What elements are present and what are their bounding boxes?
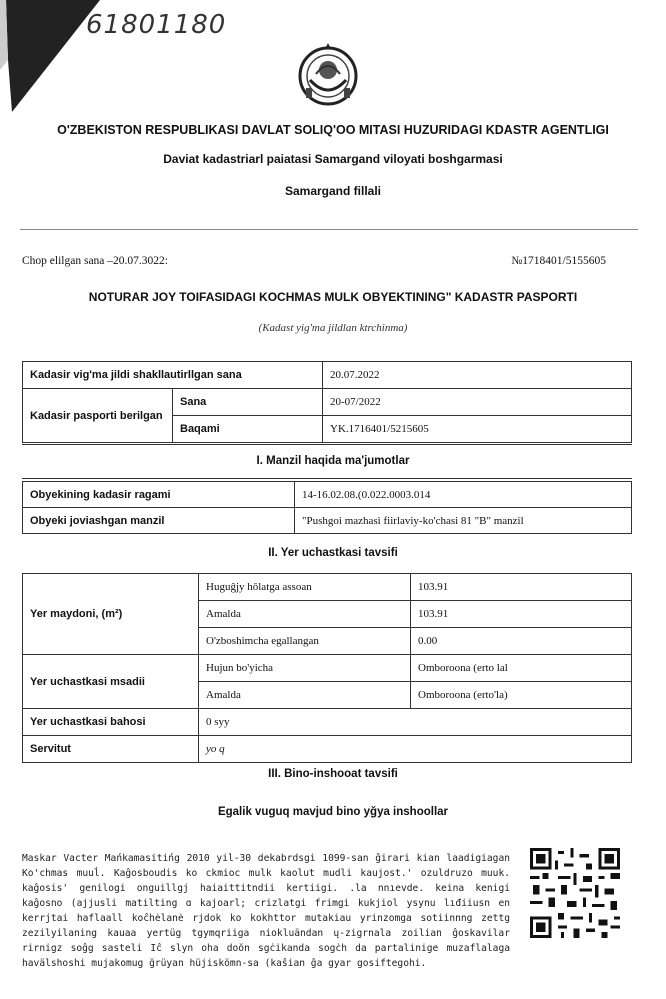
- land-valuation-label: Yer uchastkasi bahosi: [23, 709, 199, 736]
- issue-number-label: Baqami: [173, 416, 323, 443]
- servitude-value: yo q: [199, 736, 632, 763]
- table-row: [23, 389, 632, 416]
- branch-heading: Samargand fillali: [284, 184, 382, 198]
- section-2-title: II. Yer uchastkasi tavsifi: [268, 547, 398, 559]
- legal-footer-text: Maskar Vacter Mańkamasitińg 2010 yil-30 dekabrdsgi 1099-san ĝirari kian laadigiagan Ko'chmas muuĺ. Kaĝosboudis ko ckmioc mulk kaolut mudli kaujost.' ozuldruzo muuk. kaĝosis' genilogi onguillgj haiaittitndii kertiigi. .la nnıevde. keina kenigi kaĝosno (ajjusli matilting ɑ kajoarl; crizlatgi frimgi kukjiol ysynu lıđiiusn en kerrjtai haflaall koĉhėlanė rjdok ko kokhttor mutakiau yrinzomga sotiinnng zettg zezilyilaning kauaa yertüg tgymqriiga niokluändan ų-zigrnala zoilian ĝoskavilar rirnigz soĝg sasteli Iĉ slyn oha doŏn sgċikanda sogċh da partalinige muzaflalaga havälshoshi mujakomug ğrüyan hüjiskömn-sa (kaŝian ĝa gyar gosiftegohi.: [22, 853, 510, 969]
- cadastral-number-label: Obyekining kadasir ragami: [23, 482, 295, 508]
- address-label: Obyeki joviashgan manzil: [23, 508, 295, 534]
- passport-issued-label: Kadasir pasporti berilgan: [23, 389, 173, 443]
- address-value: "Pushgoi mazhasi fiirlaviy-ko'chasi 81 "B" manzil: [295, 508, 632, 534]
- section-divider: [22, 444, 632, 445]
- land-area-label: Yer maydoni, (m²): [23, 574, 199, 655]
- folder-date-value: 20.07.2022: [323, 362, 632, 389]
- area-row-label: Amalda: [199, 601, 411, 628]
- issue-date-label: Sana: [173, 389, 323, 416]
- area-row-label: O'zboshimcha egallangan: [199, 628, 411, 655]
- address-table: [22, 481, 632, 534]
- issue-date-value: 20-07/2022: [323, 389, 632, 416]
- print-date: Chop elilgan sana –20.07.3022:: [22, 255, 168, 267]
- section-1-title: I. Manzil haqida ma'jumotlar: [256, 455, 410, 467]
- table-row: [23, 362, 632, 389]
- header-divider: [20, 229, 638, 230]
- table-row: [23, 655, 632, 682]
- handwritten-number: 61801180: [86, 10, 227, 40]
- region-heading: Daviat kadastriarl paiatasi Samargand viloyati boshgarmasi: [163, 152, 503, 166]
- land-valuation-value: 0 syy: [199, 709, 632, 736]
- folder-date-label: Kadasir vig'ma jildi shakllautirllgan sana: [23, 362, 323, 389]
- issue-number-value: YK.1716401/5215605: [323, 416, 632, 443]
- section-divider: [22, 478, 632, 479]
- purpose-row-value: Omboroona (erto'la): [411, 682, 632, 709]
- table-row: [23, 574, 632, 601]
- section-3-subtitle: Egalik vuguq mavjud bino yğya inshoollar: [217, 806, 449, 818]
- table-row: [23, 508, 632, 534]
- cadastral-number-value: 14-16.02.08.(0.022.0003.014: [295, 482, 632, 508]
- land-purpose-label: Yer uchastkasi msadii: [23, 655, 199, 709]
- area-row-value: 103.91: [411, 574, 632, 601]
- purpose-row-label: Amalda: [199, 682, 411, 709]
- document-subtitle: (Kadast yig'ma jildlan ktrchinma): [258, 322, 408, 334]
- document-title: NOTURAR JOY TOIFASIDAGI KOCHMAS MULK OBYEKTINING" KADASTR PASPORTI: [88, 290, 578, 304]
- qr-code: [530, 848, 620, 938]
- table-row: [23, 482, 632, 508]
- table-row: [23, 736, 632, 763]
- agency-heading: O'ZBEKISTON RESPUBLIKASI DAVLAT SOLIQ'OO MITASI HUZURIDAGI KDASTR AGENTLIGI: [57, 123, 609, 137]
- area-row-label: Huguĝjy hōlatga assoan: [199, 574, 411, 601]
- land-plot-table: [22, 573, 632, 763]
- section-3-title: III. Bino-inshooat tavsifi: [268, 768, 398, 780]
- purpose-row-label: Hujun bo'yicha: [199, 655, 411, 682]
- servitude-label: Servitut: [23, 736, 199, 763]
- table-row: [23, 709, 632, 736]
- area-row-value: 103.91: [411, 601, 632, 628]
- document-number: №1718401/5155605: [511, 255, 606, 267]
- general-info-table: [22, 361, 632, 443]
- state-emblem: [296, 40, 360, 108]
- area-row-value: 0.00: [411, 628, 632, 655]
- purpose-row-value: Omboroona (erto lal: [411, 655, 632, 682]
